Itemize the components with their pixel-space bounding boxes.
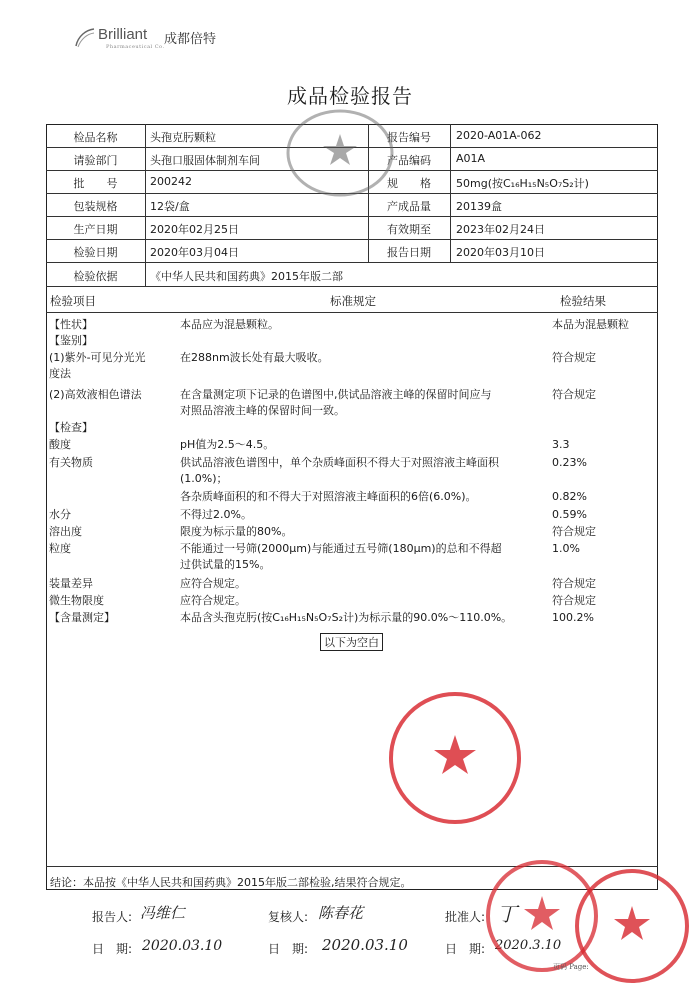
basis: 《中华人民共和国药典》2015年版二部 <box>150 270 343 283</box>
brand-subtitle: Pharmaceutical Co. <box>106 44 165 50</box>
reporter-date: 2020.03.10 <box>142 938 223 954</box>
quality-stamp-icon <box>385 688 525 828</box>
spec-label: 规 格 <box>387 177 431 190</box>
std-assay: 本品含头孢克肟(按C₁₆H₁₅N₅O₇S₂计)为标示量的90.0%～110.0%。 <box>180 611 513 624</box>
std-hplc-cont: 对照品溶液主峰的保留时间一致。 <box>180 404 345 417</box>
prod-date: 2020年02月25日 <box>150 223 239 236</box>
basis-label: 检验依据 <box>73 270 118 283</box>
code-label: 产品编码 <box>387 154 431 167</box>
std-particle-size-cont: 过供试量的15%。 <box>180 558 271 571</box>
col-header-standard: 标准规定 <box>330 294 376 308</box>
item-assay: 【含量测定】 <box>49 611 115 624</box>
dept-label: 请验部门 <box>73 154 118 167</box>
reviewer-signature: 陈春花 <box>318 904 364 922</box>
row-divider <box>46 216 658 217</box>
prod-date-label: 生产日期 <box>73 223 118 236</box>
std-uv: 在288nm波长处有最大吸收。 <box>180 351 329 364</box>
reviewer-date: 2020.03.10 <box>322 936 408 954</box>
std-water: 不得过2.0%。 <box>180 508 252 521</box>
std-acidity: pH值为2.5～4.5。 <box>180 438 275 451</box>
res-particle-size: 1.0% <box>552 542 580 555</box>
res-uv: 符合规定 <box>552 351 596 364</box>
std-hplc: 在含量测定项下记录的色谱图中,供试品溶液主峰的保留时间应与 <box>180 388 492 401</box>
product-code: A01A <box>456 152 486 165</box>
col-divider <box>145 124 146 286</box>
std-total-impurities: 各杂质峰面积的和不得大于对照溶液主峰面积的6倍(6.0%)。 <box>180 490 477 503</box>
qty: 20139盒 <box>456 200 502 213</box>
item-uv: (1)紫外-可见分光光 <box>49 351 146 364</box>
brand-name: Brilliant <box>98 26 148 43</box>
product-name: 头孢克肟颗粒 <box>150 131 216 144</box>
item-appearance: 【性状】 <box>49 318 93 331</box>
item-water: 水分 <box>49 508 71 521</box>
report-date-label: 报告日期 <box>387 246 431 259</box>
res-microbial: 符合规定 <box>552 594 596 607</box>
std-impurities: 供试品溶液色谱图中，单个杂质峰面积不得大于对照溶液主峰面积 <box>180 456 499 469</box>
report-no-label: 报告编号 <box>387 131 431 144</box>
report-title: 成品检验报告 <box>287 84 413 108</box>
reporter-signature: 冯维仁 <box>140 904 186 922</box>
item-tests: 【检查】 <box>49 421 93 434</box>
date-label: 日 期: <box>92 942 133 956</box>
qty-label: 产成品量 <box>387 200 431 213</box>
grey-stamp-icon <box>285 108 395 198</box>
approver-label: 批准人: <box>445 910 486 924</box>
company-logo <box>62 22 242 52</box>
row-divider <box>46 262 658 263</box>
col-header-item: 检验项目 <box>50 294 96 308</box>
std-dissolution: 限度为标示量的80%。 <box>180 525 293 538</box>
item-acidity: 酸度 <box>49 438 71 451</box>
conclusion: 结论：本品按《中华人民共和国药典》2015年版二部检验,结果符合规定。 <box>50 876 412 889</box>
row-divider <box>46 239 658 240</box>
approver-date: 2020.3.10 <box>495 938 562 953</box>
spec: 50mg(按C₁₆H₁₅N₅O₇S₂计) <box>456 177 589 190</box>
std-impurities-cont: (1.0%)； <box>180 472 228 485</box>
item-fill-variation: 装量差异 <box>49 577 93 590</box>
std-appearance: 本品应为混悬颗粒。 <box>180 318 279 331</box>
std-particle-size: 不能通过一号筛(2000μm)与能通过五号筛(180μm)的总和不得超 <box>180 542 502 555</box>
res-fill-variation: 符合规定 <box>552 577 596 590</box>
res-acidity: 3.3 <box>552 438 570 451</box>
test-date-label: 检验日期 <box>73 246 118 259</box>
date-label: 日 期: <box>268 942 309 956</box>
blank-note: 以下为空白 <box>320 633 383 651</box>
batch-label: 批 号 <box>73 177 118 190</box>
expiry: 2023年02月24日 <box>456 223 545 236</box>
approver-signature: 丁 <box>497 902 517 926</box>
res-appearance: 本品为混悬颗粒 <box>552 318 629 331</box>
dept: 头孢口服固体制剂车间 <box>150 154 260 167</box>
test-date: 2020年03月04日 <box>150 246 239 259</box>
std-microbial: 应符合规定。 <box>180 594 246 607</box>
brand-name-cn: 成都倍特 <box>164 32 217 47</box>
item-identification: 【鉴别】 <box>49 334 93 347</box>
row-divider <box>46 312 658 313</box>
item-dissolution: 溶出度 <box>49 525 82 538</box>
item-particle-size: 粒度 <box>49 542 71 555</box>
col-divider <box>450 124 451 263</box>
reviewer-label: 复核人: <box>268 910 309 924</box>
std-fill-variation: 应符合规定。 <box>180 577 246 590</box>
date-label: 日 期: <box>445 942 486 956</box>
res-total-impurities: 0.82% <box>552 490 587 503</box>
row-divider <box>46 286 658 287</box>
pack-label: 包装规格 <box>73 200 118 213</box>
hospital-stamp-icon <box>572 866 692 986</box>
report-no: 2020-A01A-062 <box>456 129 542 142</box>
res-dissolution: 符合规定 <box>552 525 596 538</box>
report-date: 2020年03月10日 <box>456 246 545 259</box>
product-name-label: 检品名称 <box>73 131 118 144</box>
res-water: 0.59% <box>552 508 587 521</box>
item-impurities: 有关物质 <box>49 456 93 469</box>
reporter-label: 报告人: <box>92 910 133 924</box>
item-hplc: (2)高效液相色谱法 <box>49 388 142 401</box>
pack: 12袋/盒 <box>150 200 190 213</box>
item-uv-cont: 度法 <box>49 367 71 380</box>
res-hplc: 符合规定 <box>552 388 596 401</box>
res-assay: 100.2% <box>552 611 594 624</box>
res-impurities: 0.23% <box>552 456 587 469</box>
expiry-label: 有效期至 <box>387 223 431 236</box>
batch: 200242 <box>150 175 192 188</box>
page-label: 页码 Page: <box>553 963 589 971</box>
col-header-result: 检验结果 <box>560 294 606 308</box>
brilliant-logo-icon <box>72 26 96 50</box>
item-microbial: 微生物限度 <box>49 594 104 607</box>
